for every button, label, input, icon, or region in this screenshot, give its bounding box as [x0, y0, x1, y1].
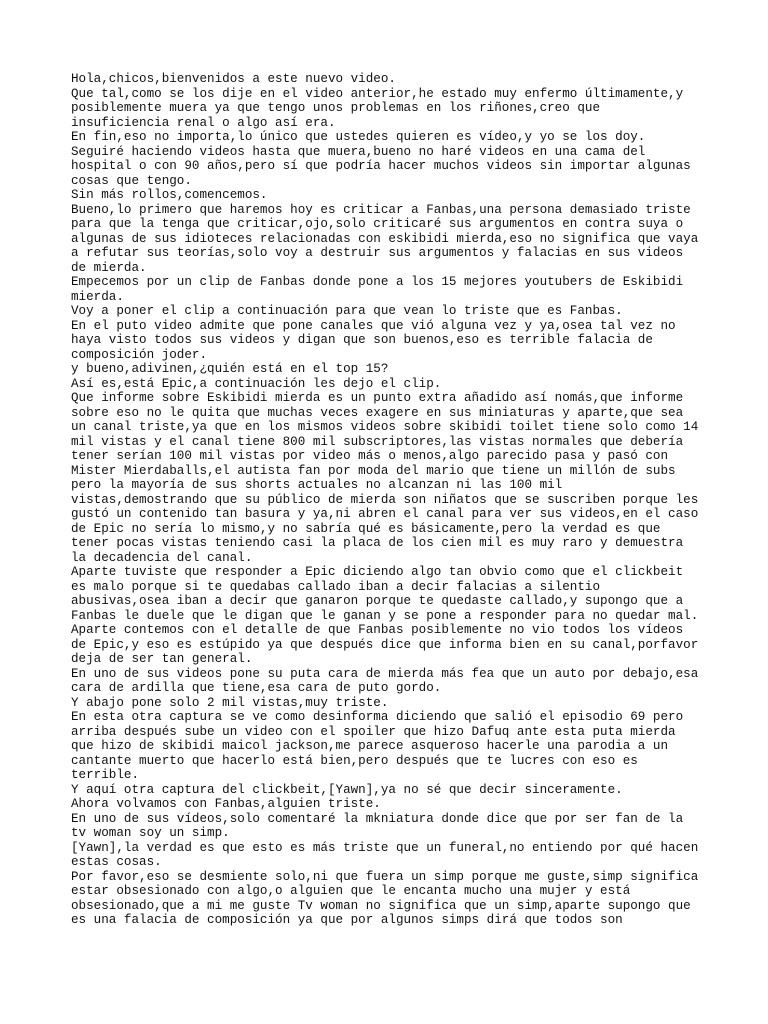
- text-line: gustó un contenido tan basura y ya,ni abren el canal para ver sus videos,en el caso: [71, 507, 699, 521]
- text-line: a refutar sus teorías,solo voy a destruir sus argumentos y falacias en sus videos: [71, 246, 684, 260]
- text-line: de Epic,y eso es estúpido ya que después dice que informa bien en su canal,porfavor: [71, 637, 699, 652]
- text-line: vistas,demostrando que su público de mierda son niñatos que se suscriben porque les: [71, 492, 699, 507]
- text-line: arriba después sube un video con el spoiler que hizo Dafuq ante esta puta mierda: [71, 724, 676, 739]
- text-line: cara de ardilla que tiene,esa cara de puto gordo.: [71, 681, 442, 695]
- text-line: obsesionado,que a mi me guste Tv woman no significa que un simp,aparte supongo que: [71, 898, 691, 913]
- text-line: tener pocas vistas teniendo casi la placa de los cien mil es muy raro y demuestra: [71, 536, 684, 550]
- text-line: para que la tenga que criticar,ojo,solo criticaré sus argumentos en contra suya o: [71, 217, 684, 231]
- text-line: mil vistas y el canal tiene 800 mil subscriptores,las vistas normales que debería: [71, 434, 684, 449]
- text-line: insuficiencia renal o algo así era.: [71, 115, 336, 130]
- text-line: que hizo de skibidi maicol jackson,me parece asqueroso hacerle una parodia a un: [71, 739, 669, 753]
- text-line: deja de ser tan general.: [71, 652, 253, 666]
- text-line: abusivas,osea iban a decir que ganaron porque te quedaste callado,y supongo que a: [71, 594, 684, 608]
- text-line: Seguiré haciendo videos hasta que muera,bueno no haré videos en una cama del: [71, 144, 646, 159]
- text-line: En uno de sus vídeos,solo comentaré la mkniatura donde dice que por ser fan de la: [71, 811, 684, 826]
- text-line: Ahora volvamos con Fanbas,alguien triste.: [71, 797, 381, 811]
- text-line: pero la mayoría de sus shorts actuales no alcanzan ni las 100 mil: [71, 478, 563, 492]
- text-line: es una falacia de composición ya que por algunos simps dirá que todos son: [71, 913, 623, 927]
- text-line: Y aquí otra captura del clickbeit,[Yawn],ya no sé que decir sinceramente.: [71, 782, 623, 797]
- text-line: cantante muerto que hacerlo está bien,pero después que te lucres con eso es: [71, 753, 638, 768]
- text-line: Por favor,eso se desmiente solo,ni que fuera un simp porque me guste,simp significa: [71, 869, 699, 884]
- text-line: Empecemos por un clip de Fanbas donde pone a los 15 mejores youtubers de Eskibidi: [71, 275, 684, 289]
- text-line: tv woman soy un simp.: [71, 826, 230, 840]
- text-line: es malo porque si te quedabas callado iban a decir falacias a silentio: [71, 579, 601, 594]
- document-body: [71, 72, 711, 928]
- text-line: posiblemente muera ya que tengo unos problemas en los riñones,creo que: [71, 101, 601, 115]
- text-line: sobre eso no le quita que muchas veces exagere en sus miniaturas y aparte,que sea: [71, 405, 684, 420]
- text-line: de Epic no sería lo mismo,y no sabría qué es básicamente,pero la verdad es que: [71, 521, 661, 536]
- text-line: Voy a poner el clip a continuación para que vean lo triste que es Fanbas.: [71, 304, 623, 318]
- text-line: un canal triste,ya que en los mismos videos sobre skibidi toilet tiene solo como 14: [71, 420, 699, 434]
- text-line: y bueno,adivinen,¿quién está en el top 15?: [71, 362, 389, 376]
- text-line: composición joder.: [71, 347, 208, 362]
- text-line: mierda.: [71, 289, 124, 304]
- text-line: En fin,eso no importa,lo único que ustedes quieren es vídeo,y yo se los doy.: [71, 130, 646, 144]
- text-line: En uno de sus videos pone su puta cara de mierda más fea que un auto por debajo,esa: [71, 666, 699, 681]
- text-line: hospital o con 90 años,pero sí que podría hacer muchos videos sin importar algunas: [71, 159, 691, 173]
- text-line: la decadencia del canal.: [71, 550, 253, 565]
- text-line: de mierda.: [71, 260, 147, 275]
- text-line: algunas de sus idioteces relacionadas con eskibidi mierda,eso no significa que vaya: [71, 231, 699, 246]
- text-line: En esta otra captura se ve como desinforma diciendo que salió el episodio 69 pero: [71, 710, 684, 724]
- text-line: terrible.: [71, 768, 140, 782]
- text-line: estar obsesionado con algo,o alguien que le encanta mucho una mujer y está: [71, 884, 631, 898]
- text-line: Aparte tuviste que responder a Epic diciendo algo tan obvio como que el clickbeit: [71, 565, 684, 579]
- text-line: Y abajo pone solo 2 mil vistas,muy triste.: [71, 695, 389, 710]
- text-line: Sin más rollos,comencemos.: [71, 188, 268, 202]
- text-line: cosas que tengo.: [71, 173, 192, 188]
- text-line: Aparte contemos con el detalle de que Fanbas posiblemente no vio todos los vídeos: [71, 623, 684, 637]
- text-line: [Yawn],la verdad es que esto es más triste que un funeral,no entiendo por qué hacen: [71, 840, 699, 855]
- text-line: Que informe sobre Eskibidi mierda es un punto extra añadido así nomás,que informe: [71, 391, 684, 405]
- text-line: En el puto video admite que pone canales que vió alguna vez y ya,osea tal vez no: [71, 318, 676, 333]
- text-line: Mister Mierdaballs,el autista fan por moda del mario que tiene un millón de subs: [71, 463, 676, 478]
- text-line: estas cosas.: [71, 855, 162, 869]
- text-line: Hola,chicos,bienvenidos a este nuevo video.: [71, 72, 396, 86]
- text-line: tener serían 100 mil vistas por video más o menos,algo parecido pasa y pasó con: [71, 449, 669, 463]
- text-line: Bueno,lo primero que haremos hoy es criticar a Fanbas,una persona demasiado triste: [71, 202, 691, 217]
- text-line: Fanbas le duele que le digan que le ganan y se pone a responder para no quedar mal.: [71, 608, 699, 623]
- text-line: Que tal,como se los dije en el video anterior,he estado muy enfermo últimamente,y: [71, 86, 684, 101]
- text-line: Así es,está Epic,a continuación les dejo el clip.: [71, 376, 442, 391]
- text-line: haya visto todos sus videos y digan que son buenos,eso es terrible falacia de: [71, 333, 653, 347]
